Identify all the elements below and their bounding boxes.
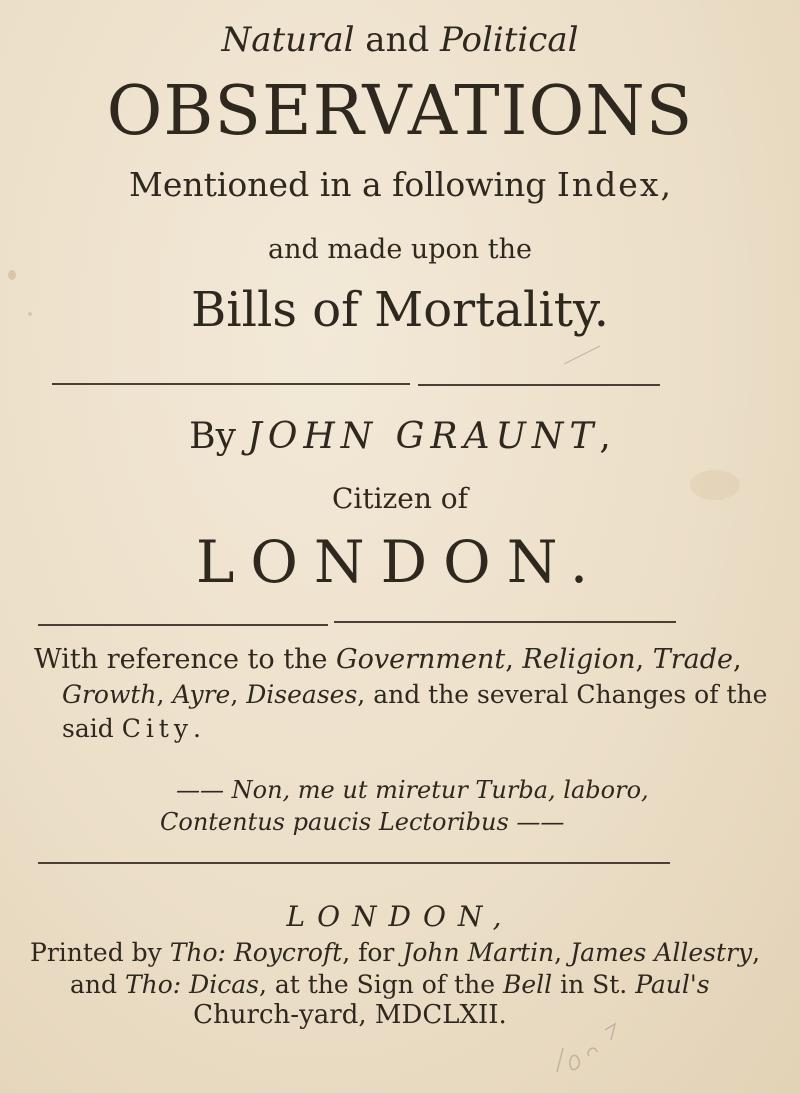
reference-text: , [733, 644, 742, 675]
reference-city: City [121, 714, 193, 743]
reference-line-2 [62, 680, 767, 709]
reference-line-1 [34, 644, 742, 675]
divider-rule [418, 384, 660, 386]
title-bills: Bills of Mortality. [190, 282, 610, 338]
pencil-mark-icon [545, 1010, 635, 1080]
reference-text: said [62, 714, 122, 743]
imprint-line-2 [70, 970, 710, 999]
title-line-3 [0, 165, 800, 204]
imprint-bell: Bell [502, 970, 553, 999]
title-and: and [354, 20, 441, 60]
reference-text: , [230, 680, 247, 709]
author-city: LONDON. [195, 528, 605, 596]
reference-text: , [635, 644, 653, 675]
imprint-text: in St. [552, 970, 636, 999]
title-comma: , [660, 165, 671, 204]
imprint-text: , [752, 938, 761, 967]
imprint-line-1 [30, 938, 760, 967]
reference-growth: Growth [62, 680, 157, 709]
imprint-text: , [554, 938, 571, 967]
divider-rule [38, 624, 328, 626]
reference-diseases: Diseases [246, 680, 358, 709]
reference-text: , [156, 680, 173, 709]
title-index: Index [556, 165, 661, 204]
title-political: Political [440, 20, 579, 60]
imprint-place: LONDON, [286, 900, 514, 933]
author-citizen: Citizen of [331, 482, 469, 515]
reference-text: With reference to the [34, 644, 337, 675]
author-line [0, 416, 800, 457]
imprint-martin: John Martin [402, 938, 555, 967]
divider-rule [38, 862, 670, 864]
imprint-text: , for [342, 938, 403, 967]
imprint-line-3: Church-yard, MDCLXII. [193, 1000, 507, 1030]
imprint-text: Printed by [30, 938, 170, 967]
title-observations: OBSERVATIONS [106, 72, 694, 151]
reference-text: , and the several Changes of the [357, 680, 768, 709]
reference-government: Government [336, 644, 506, 675]
title-natural: Natural [221, 20, 355, 60]
divider-rule [52, 383, 410, 385]
imprint-roycroft: Tho: Roycroft [169, 938, 343, 967]
author-comma: , [599, 416, 611, 457]
motto-line-1: —— Non, me ut miretur Turba, laboro, [176, 776, 649, 804]
author-name: JOHN GRAUNT [247, 416, 600, 457]
motto-line-2: Contentus paucis Lectoribus —— [160, 808, 565, 836]
imprint-allestry: James Allestry [570, 938, 753, 967]
reference-line-3 [62, 714, 201, 743]
reference-religion: Religion [522, 644, 636, 675]
title-line-1 [0, 20, 800, 60]
title-made-upon: and made upon the [267, 234, 532, 265]
pencil-mark-icon [560, 340, 610, 370]
imprint-text: and [70, 970, 125, 999]
reference-trade: Trade [652, 644, 733, 675]
reference-text: . [192, 714, 201, 743]
reference-ayre: Ayre [172, 680, 231, 709]
imprint-text: , at the Sign of the [258, 970, 503, 999]
stain [8, 270, 16, 280]
divider-rule [334, 621, 676, 623]
author-by: By [189, 416, 248, 457]
imprint-pauls: Paul's [635, 970, 710, 999]
title-mentioned: Mentioned in a following [129, 165, 557, 204]
imprint-dicas: Tho: Dicas [124, 970, 259, 999]
reference-text: , [505, 644, 523, 675]
